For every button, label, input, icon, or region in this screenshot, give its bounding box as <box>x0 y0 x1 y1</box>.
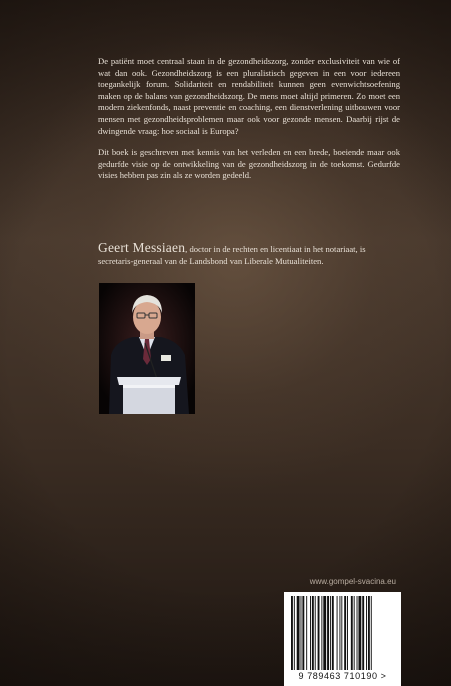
barcode-bar <box>337 596 338 670</box>
barcode-bar <box>330 596 331 670</box>
barcode-bar <box>366 596 367 670</box>
barcode-bar <box>351 596 353 670</box>
speaker-at-podium-image <box>99 283 195 414</box>
barcode-bars <box>289 596 396 670</box>
barcode-bar <box>294 596 295 670</box>
blurb-paragraph-2: Dit boek is geschreven met kennis van het verleden en een brede, boeiende maar ook gedurfde visie op de ontwikkeling van de gezondheidszorg in de toekomst. Gedurfde visies hebben pas zin als ze worden gedeeld. <box>98 147 400 181</box>
barcode-bar <box>332 596 334 670</box>
barcode-bar <box>371 596 372 670</box>
barcode-bar <box>323 596 326 670</box>
barcode-bar <box>327 596 329 670</box>
barcode-bar <box>312 596 314 670</box>
barcode-bar <box>357 596 358 670</box>
barcode-bar <box>344 596 346 670</box>
blurb-paragraph-1: De patiënt moet centraal staan in de gezondheidszorg, zonder exclusiviteit van wie of wat dan ook. Gezondheidszorg is een pluralistisch gegeven in een voor iedereen toegankelijk forum. Solidariteit en rendabiliteit kunnen geen evenwichtsoefening maken op de balans van gezondheidszorg. De mens moet altijd primeren. Zo moet een modern ziekenfonds, naast preventie en coaching, een dienstverlening uitbouwen voor mensen met gezondheidsproblemen maar ook voor gezonde mensen. Daarbij rijst de dwingende vraag: hoe sociaal is Europa? <box>98 56 400 136</box>
back-cover-blurb <box>98 56 400 192</box>
author-photo <box>99 283 195 414</box>
barcode-bar <box>358 596 361 670</box>
barcode-bar <box>306 596 307 670</box>
barcode-bar <box>302 596 304 670</box>
author-bio <box>98 242 400 268</box>
author-description: , doctor in de rechten en licentiaat in het notariaat, is secretaris-generaal van de Landsbond van Liberale Mutualiteiten. <box>98 244 366 266</box>
barcode-bar <box>315 596 316 670</box>
barcode-bar <box>354 596 355 670</box>
isbn-digits: 9 789463 710190 > <box>298 671 387 681</box>
barcode-bar <box>297 596 300 670</box>
publisher-url: www.gompel-svacina.eu <box>309 577 396 586</box>
barcode-bar <box>362 596 364 670</box>
barcode-bar <box>339 596 340 670</box>
barcode-bar <box>291 596 293 670</box>
barcode-bar <box>301 596 302 670</box>
isbn-barcode <box>284 592 401 686</box>
barcode-bar <box>347 596 348 670</box>
barcode-bar <box>310 596 311 670</box>
barcode-bar <box>368 596 370 670</box>
author-name: Geert Messiaen <box>98 240 186 255</box>
barcode-bar <box>341 596 342 670</box>
barcode-bar <box>321 596 322 670</box>
barcode-bar <box>318 596 320 670</box>
